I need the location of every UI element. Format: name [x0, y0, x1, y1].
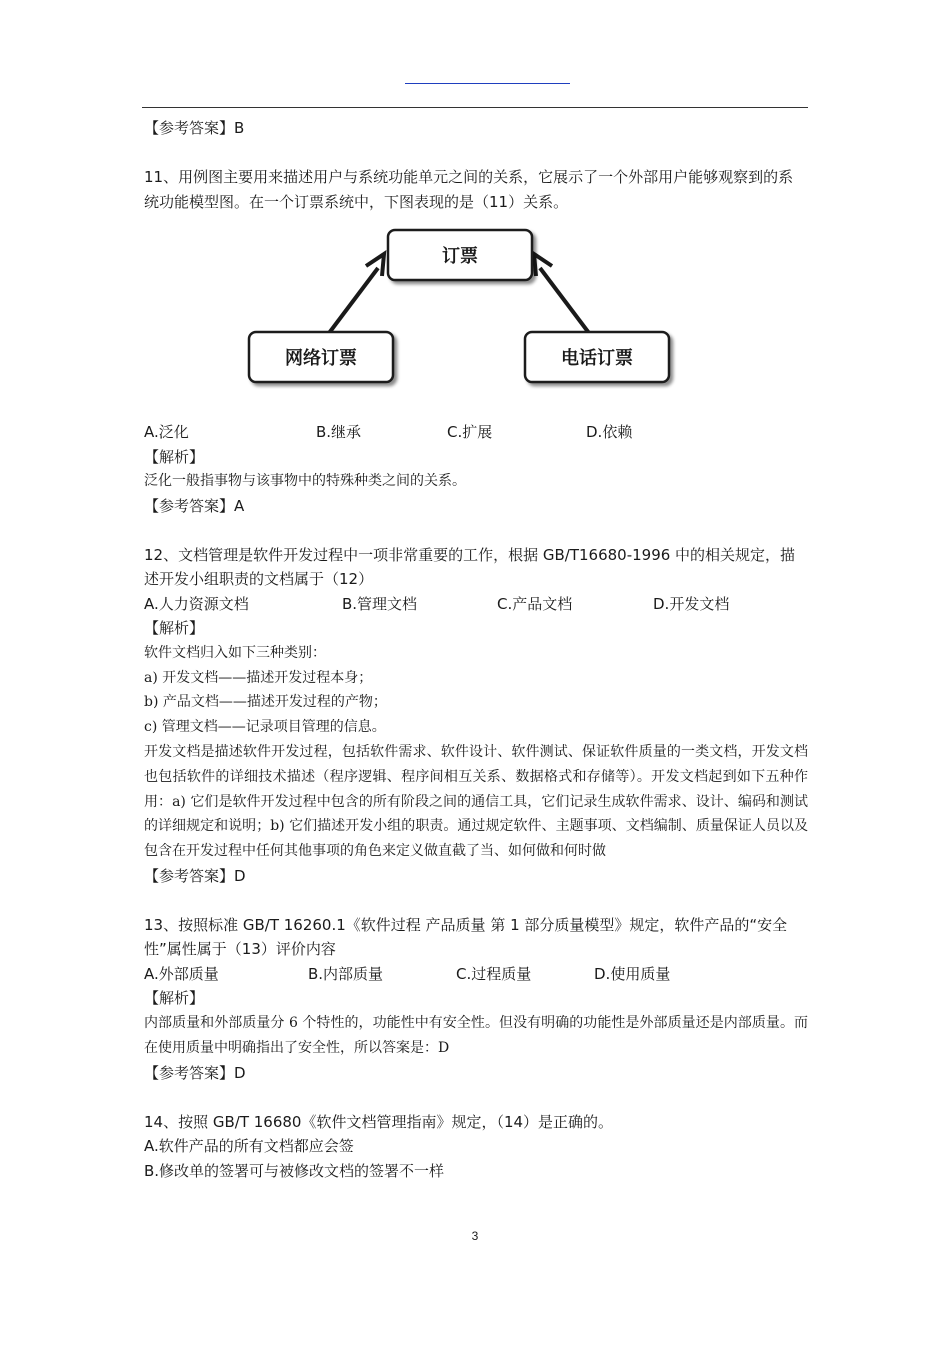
- q13-question: 13、按照标准 GB/T 16260.1《软件过程 产品质量 第 1 部分质量模型》规定，软件产品的“安全性”属性属于（13）评价内容: [144, 915, 788, 959]
- q12-option-a: A.人力资源文档: [144, 594, 249, 613]
- q13-option-a: A.外部质量: [144, 964, 219, 983]
- q13-option-c: C.过程质量: [456, 964, 532, 983]
- child-left-label: 网络订票: [285, 348, 357, 369]
- header-rule: [142, 107, 808, 108]
- q11-explain-label: 【解析】: [144, 447, 205, 466]
- q11-answer: 【参考答案】A: [144, 496, 245, 515]
- q11-explain: 泛化一般指事物与该事物中的特殊种类之间的关系。: [144, 473, 466, 489]
- q11-option-c: C.扩展: [447, 423, 493, 441]
- q13-option-d: D.使用质量: [594, 964, 671, 983]
- q13-options: [144, 962, 808, 987]
- q10-answer: 【参考答案】B: [144, 119, 245, 137]
- child-right-label: 电话订票: [561, 348, 633, 369]
- document-body: [144, 116, 808, 1183]
- q13-option-b: B.内部质量: [308, 964, 384, 983]
- q11-options: [144, 420, 808, 445]
- page-number: 3: [471, 1229, 479, 1243]
- q13-explain-label: 【解析】: [144, 989, 205, 1008]
- q12-option-c: C.产品文档: [497, 594, 573, 613]
- q14-option-b: B.修改单的签署可与被修改文档的签署不一样: [144, 1161, 445, 1180]
- q13-explain: 内部质量和外部质量分 6 个特性的，功能性中有安全性。但没有明确的功能性是外部质量还是内部质量。而在使用质量中明确指出了安全性，所以答案是：D: [144, 1014, 808, 1056]
- q11-option-b: B.继承: [316, 423, 362, 441]
- q12-options: [144, 592, 808, 617]
- header-link-underline: [405, 83, 570, 84]
- q12-explain-label: 【解析】: [144, 619, 205, 638]
- q11-question: 11、用例图主要用来描述用户与系统功能单元之间的关系，它展示了一个外部用户能够观察到的系统功能模型图。在一个订票系统中，下图表现的是（11）关系。: [144, 168, 794, 211]
- q12-explain-paragraph: 开发文档是描述软件开发过程，包括软件需求、软件设计、软件测试、保证软件质量的一类文档，开发文档也包括软件的详细技术描述（程序逻辑、程序间相互关系、数据格式和存储等）。开发文档起到如下五种作用：a) 它们是软件开发过程中包含的所有阶段之间的通信工具，它们记录生成软件需求、设计、编码和测试的详细规定和说明；b) 它们描述开发小组的职责。通过规定软件、主题事项、文档编制、质量保证人员以及包含在开发过程中任何其他事项的角色来定义做直截了当、如何做和何时做: [144, 743, 808, 860]
- generalization-diagram: [144, 220, 704, 420]
- q12-answer: 【参考答案】D: [144, 866, 246, 885]
- parent-label: 订票: [442, 246, 478, 267]
- q12-option-d: D.开发文档: [653, 594, 730, 613]
- q12-explain-line-2: b) 产品文档——描述开发过程的产物；: [144, 694, 387, 711]
- q11-usecase-diagram: [144, 220, 808, 420]
- q11-option-a: A.泛化: [144, 423, 189, 441]
- q11-option-d: D.依赖: [586, 423, 633, 441]
- q14-question: 14、按照 GB/T 16680《软件文档管理指南》规定，（14）是正确的。: [144, 1112, 614, 1131]
- q12-explain-line-1: a) 开发文档——描述开发过程本身；: [144, 669, 373, 686]
- q14-option-a: A.软件产品的所有文档都应会签: [144, 1137, 354, 1156]
- q13-answer: 【参考答案】D: [144, 1063, 246, 1082]
- q12-explain-line-3: c) 管理文档——记录项目管理的信息。: [144, 719, 386, 736]
- q12-explain-line-0: 软件文档归入如下三种类别：: [144, 644, 326, 661]
- q12-option-b: B.管理文档: [342, 594, 418, 613]
- q12-question: 12、文档管理是软件开发过程中一项非常重要的工作，根据 GB/T16680-1996 中的相关规定，描述开发小组职责的文档属于（12）: [144, 545, 796, 589]
